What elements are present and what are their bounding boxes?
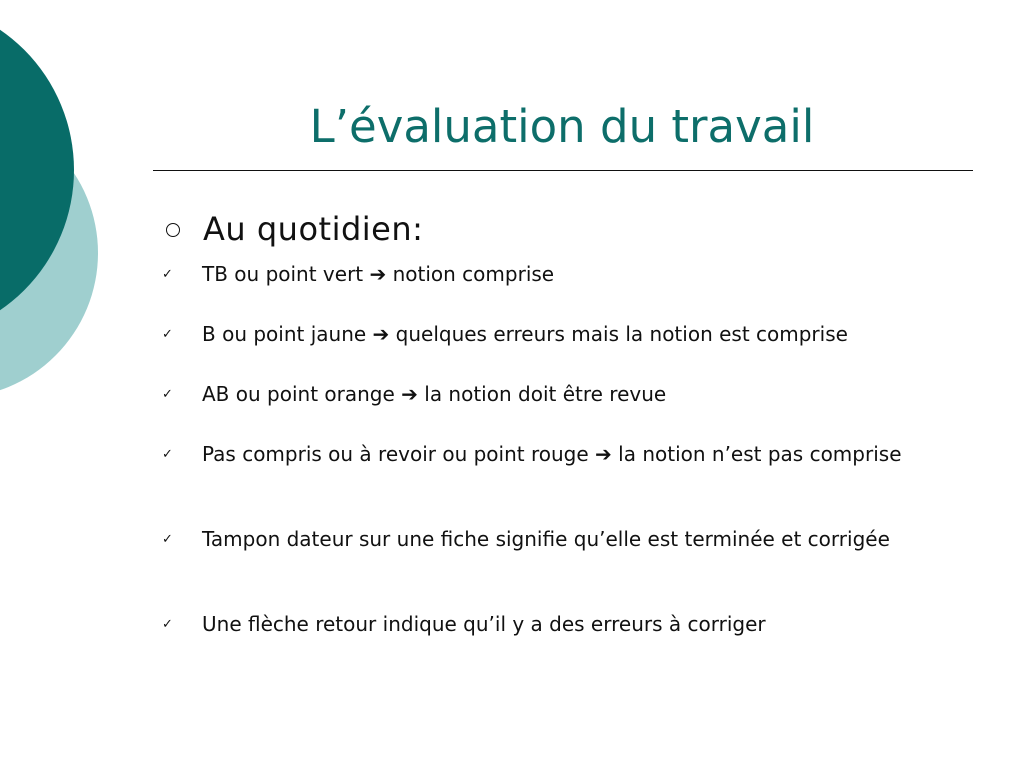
list-item-text: Une flèche retour indique qu’il y a des erreurs à corriger bbox=[202, 612, 766, 636]
checkmark-icon: ✓ bbox=[162, 617, 173, 632]
list-item-text: AB ou point orange ➔ la notion doit être revue bbox=[202, 382, 667, 406]
checkmark-icon: ✓ bbox=[162, 327, 173, 342]
checkmark-icon: ✓ bbox=[162, 267, 173, 282]
ring-bullet-icon bbox=[166, 223, 180, 237]
checkmark-icon: ✓ bbox=[162, 387, 173, 402]
checkmark-icon: ✓ bbox=[162, 532, 173, 547]
list-item-text: Tampon dateur sur une fiche signifie qu’elle est terminée et corrigée bbox=[202, 527, 890, 551]
list-item-text: B ou point jaune ➔ quelques erreurs mais la notion est comprise bbox=[202, 322, 848, 346]
title-divider bbox=[153, 170, 973, 171]
list-item bbox=[162, 442, 962, 467]
main-bullet-marker bbox=[166, 210, 180, 250]
list-item-text: TB ou point vert ➔ notion comprise bbox=[202, 262, 555, 286]
list-item-text: Pas compris ou à revoir ou point rouge ➔ la notion n’est pas comprise bbox=[202, 442, 902, 466]
main-bullet-text: Au quotidien: bbox=[203, 210, 424, 248]
list-item bbox=[162, 612, 962, 637]
slide-title: L’évaluation du travail bbox=[309, 100, 815, 153]
list-item bbox=[162, 382, 962, 407]
list-item bbox=[162, 322, 962, 347]
checkmark-icon: ✓ bbox=[162, 447, 173, 462]
list-item bbox=[162, 527, 962, 552]
list-item bbox=[162, 262, 962, 287]
